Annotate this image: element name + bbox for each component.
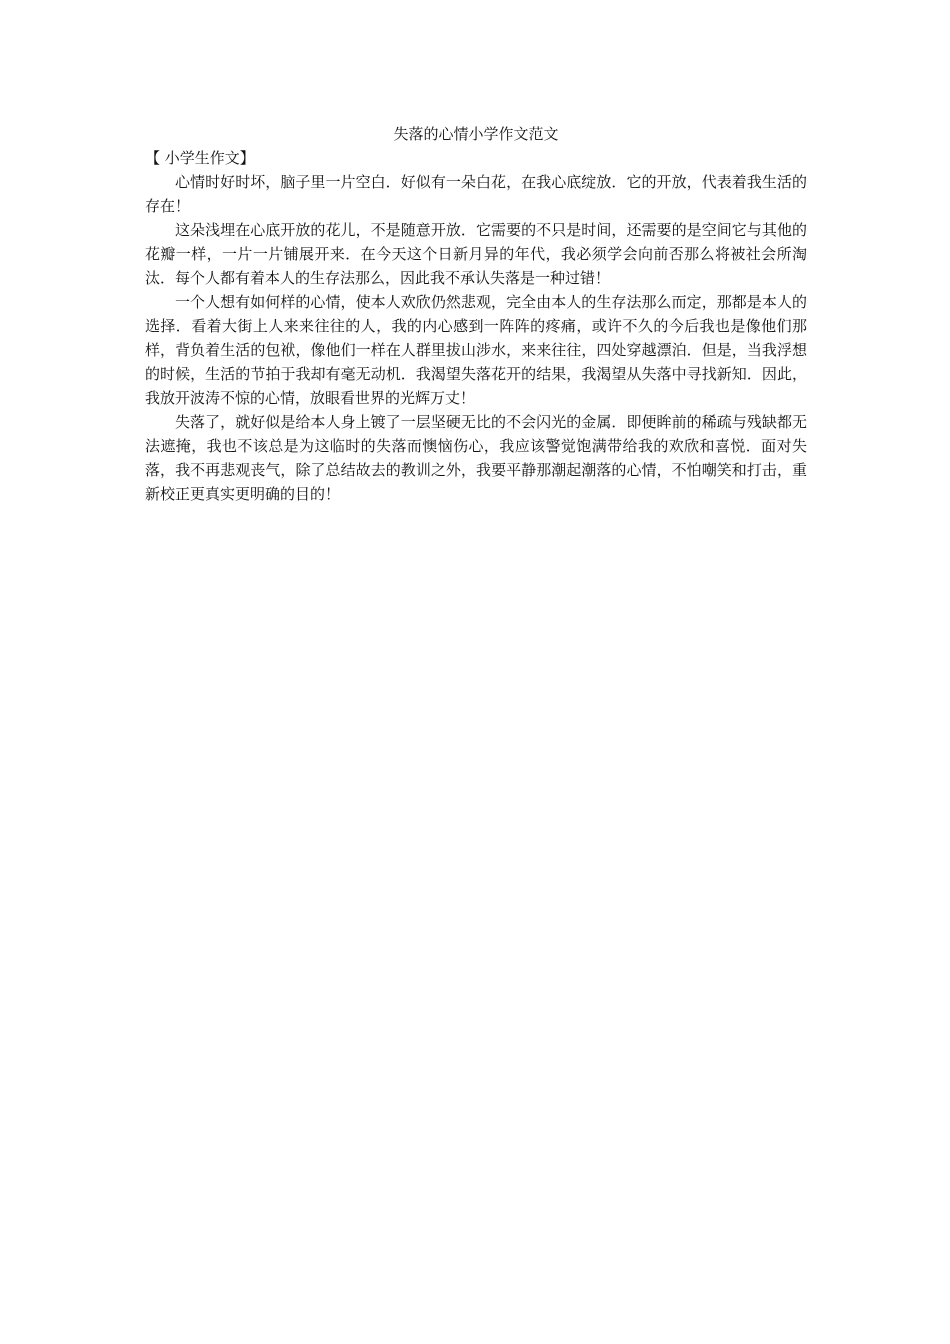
category-label: 【 小学生作文】 bbox=[145, 149, 255, 167]
paragraph-2: 这朵浅埋在心底开放的花儿，不是随意开放．它需要的不只是时间，还需要的是空间它与其他的花瓣一样，一片一片铺展开来．在今天这个日新月异的年代，我必须学会向前否那么将被社会所淘汰．每个人都有着本人的生存法那么，因此我不承认失落是一种过错！ bbox=[145, 221, 807, 287]
paragraph-1: 心情时好时坏，脑子里一片空白．好似有一朵白花，在我心底绽放．它的开放，代表着我生活的存在！ bbox=[145, 173, 807, 215]
document-page bbox=[145, 122, 807, 506]
paragraph-4: 失落了，就好似是给本人身上镀了一层坚硬无比的不会闪光的金属．即便眸前的稀疏与残缺都无法遮掩，我也不该总是为这临时的失落而懊恼伤心，我应该警觉饱满带给我的欢欣和喜悦．面对失落，我不再悲观丧气，除了总结故去的教训之外，我要平静那潮起潮落的心情，不怕嘲笑和打击，重新校正更真实更明确的目的！ bbox=[145, 413, 807, 503]
document-title: 失落的心情小学作文范文 bbox=[393, 125, 559, 143]
paragraph-3: 一个人想有如何样的心情，使本人欢欣仍然悲观，完全由本人的生存法那么而定，那都是本人的选择．看着大街上人来来往往的人，我的内心感到一阵阵的疼痛，或许不久的今后我也是像他们那样，背负着生活的包袱，像他们一样在人群里拔山涉水，来来往往，四处穿越漂泊．但是，当我浮想的时候，生活的节拍于我却有毫无动机．我渴望失落花开的结果，我渴望从失落中寻找新知．因此，我放开波涛不惊的心情，放眼看世界的光辉万丈！ bbox=[145, 293, 807, 407]
